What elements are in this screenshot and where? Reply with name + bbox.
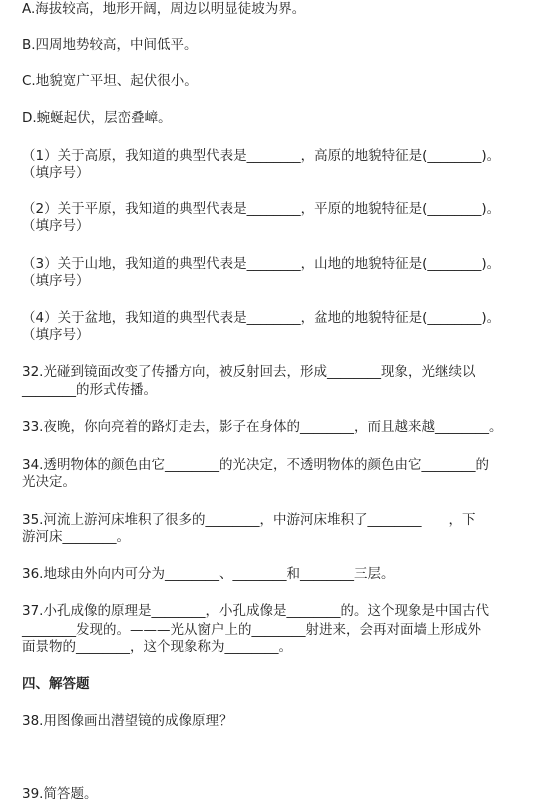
option-c: C.地貌宽广平坦、起伏很小。 xyxy=(22,73,198,89)
section-heading: 四、解答题 xyxy=(22,676,90,692)
question-32-line-1: 32.光碰到镜面改变了传播方向，被反射回去，形成________现象，光继续以 xyxy=(22,364,476,380)
fill-hint: （填序号） xyxy=(22,165,90,181)
question-36: 36.地球由外向内可分为________、________和________三层。 xyxy=(22,566,395,582)
question-37-line-3: 面景物的________，这个现象称为________。 xyxy=(22,639,292,655)
question-32-line-2: ________的形式传播。 xyxy=(22,382,157,398)
option-a: A.海拔较高，地形开阔，周边以明显徒坡为界。 xyxy=(22,1,306,17)
question-37-line-2: ________发现的。———光从窗户上的________射进来，会再对面墙上形成外 xyxy=(22,622,481,638)
question-35-line-1: 35.河流上游河床堆积了很多的________，中游河床堆积了________ ，下 xyxy=(22,512,476,528)
option-d: D.蜿蜒起伏，层峦叠嶂。 xyxy=(22,110,172,126)
question-34-line-2: 光决定。 xyxy=(22,474,76,490)
question-37-line-1: 37.小孔成像的原理是________，小孔成像是________的。这个现象是中国古代 xyxy=(22,603,489,619)
question-34-line-1: 34.透明物体的颜色由它________的光决定，不透明物体的颜色由它________的 xyxy=(22,457,489,473)
fill-hint: （填序号） xyxy=(22,273,90,289)
fill-hint: （填序号） xyxy=(22,218,90,234)
fill-hint: （填序号） xyxy=(22,327,90,343)
question-plain: （2）关于平原，我知道的典型代表是________，平原的地貌特征是(________)。 xyxy=(22,201,501,217)
question-plateau: （1）关于高原，我知道的典型代表是________，高原的地貌特征是(________)。 xyxy=(22,148,501,164)
option-b: B.四周地势较高，中间低平。 xyxy=(22,37,198,53)
question-39: 39.简答题。 xyxy=(22,786,98,802)
question-35-line-2: 游河床________。 xyxy=(22,529,130,545)
question-33: 33.夜晚，你向亮着的路灯走去，影子在身体的________，而且越来越________。 xyxy=(22,419,503,435)
question-38: 38.用图像画出潜望镜的成像原理？ xyxy=(22,713,233,729)
question-basin: （4）关于盆地，我知道的典型代表是________，盆地的地貌特征是(________)。 xyxy=(22,310,501,326)
question-mountain: （3）关于山地，我知道的典型代表是________，山地的地貌特征是(________)。 xyxy=(22,256,501,272)
